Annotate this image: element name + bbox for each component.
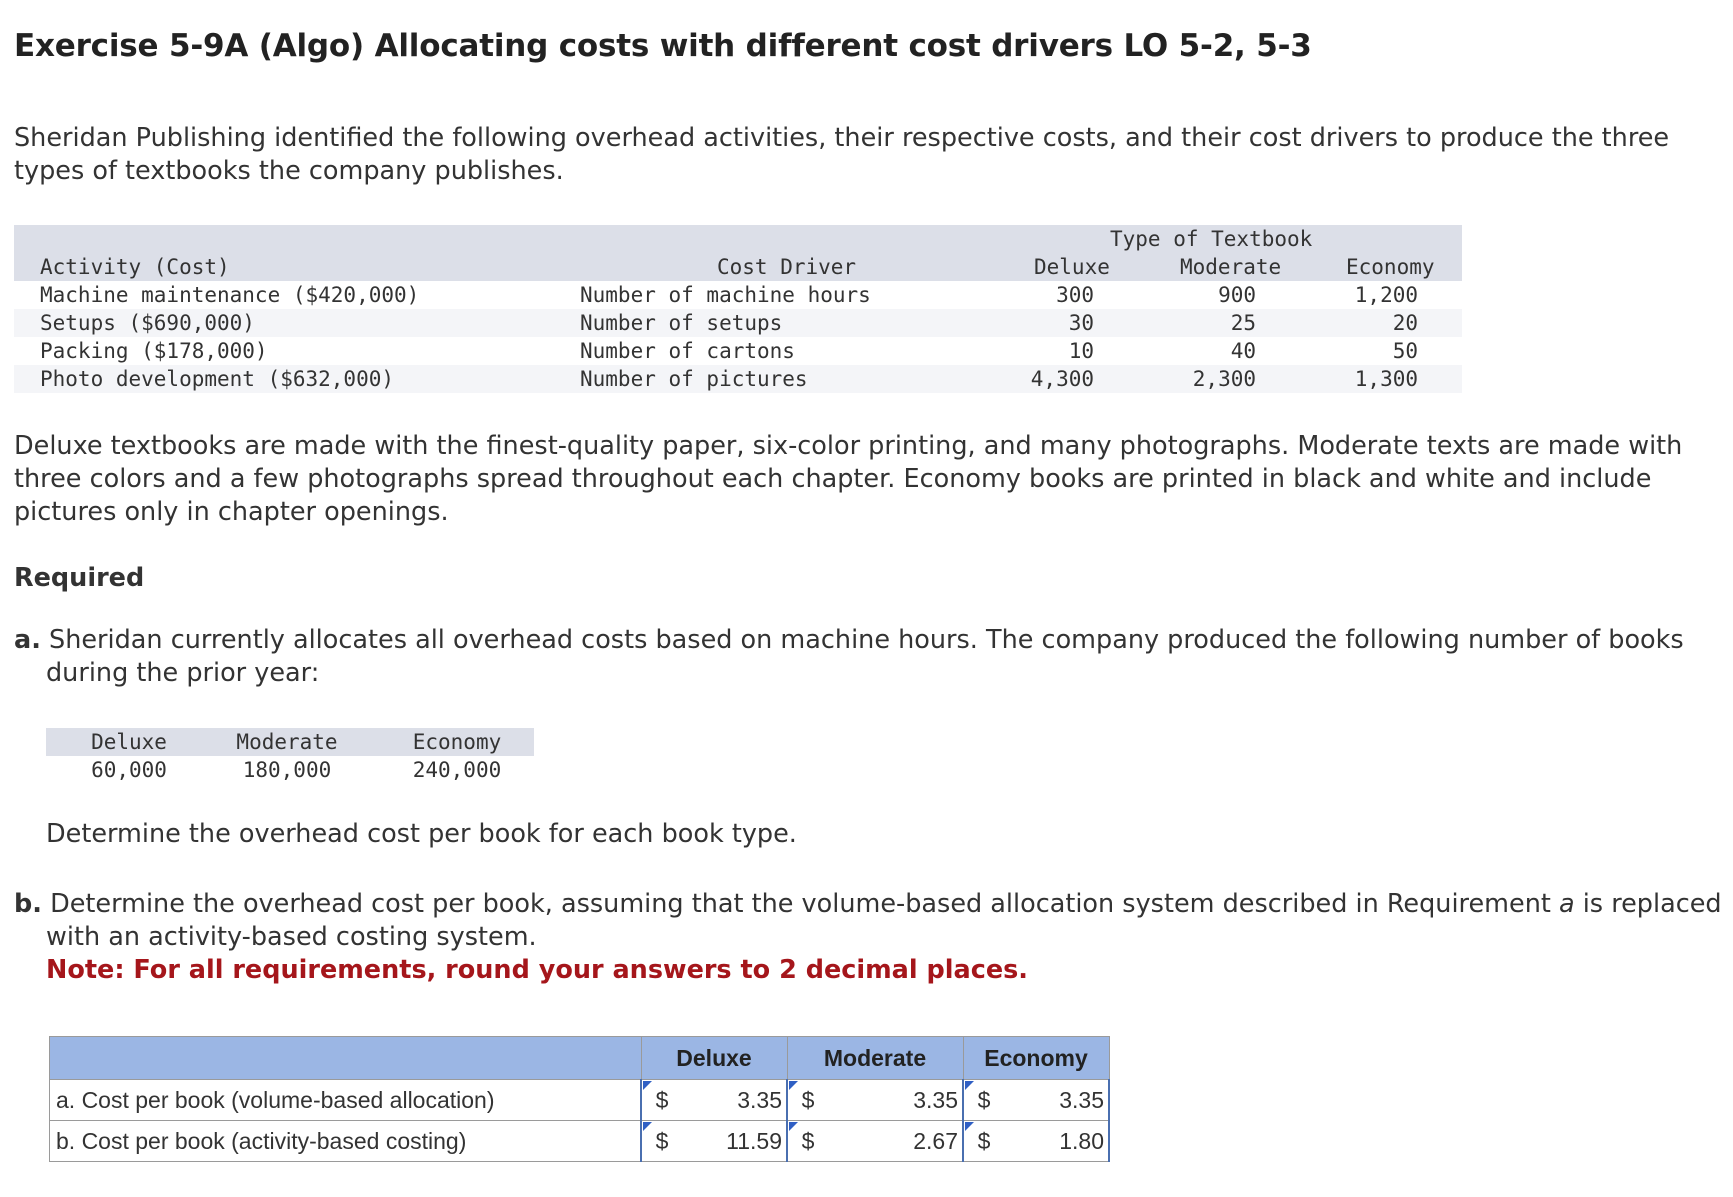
answer-table xyxy=(49,1036,1110,1162)
economy-value: 50 xyxy=(1392,339,1418,363)
activity-name: Photo development ($632,000) xyxy=(40,367,395,391)
rounding-note: Note: For all requirements, round your answers to 2 decimal places. xyxy=(46,955,1028,985)
answer-input-moderate-b[interactable]: 2.67 xyxy=(828,1121,963,1162)
activity-table-header-row xyxy=(14,253,1462,281)
requirement-b-text-after: is replaced with an activity-based costing system. xyxy=(46,889,1722,952)
cost-driver: Number of cartons xyxy=(580,339,795,363)
description-paragraph: Deluxe textbooks are made with the finest-quality paper, six-color printing, and many photographs. Moderate texts are made with three colors and a few photographs spread throughout each chapter. Economy books are printed in black and white and include pictures only in chapter openings. xyxy=(14,431,1683,527)
activity-row-packing xyxy=(14,337,1462,365)
moderate-value: 2,300 xyxy=(1192,367,1256,391)
answer-header-row xyxy=(50,1037,1110,1080)
exercise-title: Exercise 5-9A (Algo) Allocating costs with different cost drivers LO 5-2, 5-3 xyxy=(14,28,1312,64)
activity-name: Machine maintenance ($420,000) xyxy=(40,283,420,307)
answer-row-volume-based xyxy=(50,1080,1110,1121)
answer-row-activity-based xyxy=(50,1121,1110,1162)
flag-marker-icon xyxy=(965,1081,974,1090)
moderate-value: 25 xyxy=(1230,311,1256,335)
flag-marker-icon xyxy=(643,1122,652,1131)
activity-table xyxy=(14,225,1462,393)
answer-row-label: b. Cost per book (activity-based costing) xyxy=(50,1121,642,1162)
requirement-b-text-before: Determine the overhead cost per book, assuming that the volume-based allocation system described in Requirement xyxy=(50,889,1559,919)
books-value-row xyxy=(46,756,534,784)
answer-input-deluxe-a[interactable]: 3.35 xyxy=(682,1080,787,1121)
books-header-moderate: Moderate xyxy=(236,730,338,754)
cost-driver: Number of setups xyxy=(580,311,783,335)
required-heading: Required xyxy=(14,563,145,593)
currency-symbol: $ xyxy=(641,1121,682,1162)
answer-input-economy-b[interactable]: 1.80 xyxy=(1004,1121,1109,1162)
books-moderate-count: 180,000 xyxy=(242,758,332,782)
flag-marker-icon xyxy=(789,1081,798,1090)
deluxe-value: 300 xyxy=(1056,283,1094,307)
header-economy: Economy xyxy=(1346,255,1435,279)
group-header-type-of-textbook: Type of Textbook xyxy=(1110,227,1313,251)
header-cost-driver: Cost Driver xyxy=(717,255,857,279)
answer-input-deluxe-b[interactable]: 11.59 xyxy=(682,1121,787,1162)
activity-table-group-row xyxy=(14,225,1462,253)
economy-value: 20 xyxy=(1392,311,1418,335)
activity-name: Setups ($690,000) xyxy=(40,311,255,335)
moderate-value: 40 xyxy=(1230,339,1256,363)
flag-marker-icon xyxy=(965,1122,974,1131)
cost-driver: Number of machine hours xyxy=(580,283,871,307)
requirement-a-text: Sheridan currently allocates all overhead costs based on machine hours. The company produced the following number of books during the prior year: xyxy=(46,625,1684,688)
economy-value: 1,200 xyxy=(1354,283,1418,307)
requirement-a-question: Determine the overhead cost per book for each book type. xyxy=(46,819,797,849)
flag-marker-icon xyxy=(789,1122,798,1131)
books-deluxe-count: 60,000 xyxy=(91,758,167,782)
answer-header-blank xyxy=(50,1037,642,1080)
economy-value: 1,300 xyxy=(1354,367,1418,391)
books-header-row xyxy=(46,728,534,756)
books-economy-count: 240,000 xyxy=(412,758,502,782)
activity-name: Packing ($178,000) xyxy=(40,339,268,363)
intro-paragraph: Sheridan Publishing identified the following overhead activities, their respective costs, and their cost drivers to produce the three types of textbooks the company publishes. xyxy=(14,123,1670,186)
header-activity: Activity (Cost) xyxy=(40,255,230,279)
answer-header-economy: Economy xyxy=(963,1037,1109,1080)
currency-symbol: $ xyxy=(963,1121,1004,1162)
requirement-a xyxy=(14,624,1726,690)
currency-symbol: $ xyxy=(787,1121,828,1162)
header-deluxe: Deluxe xyxy=(1034,255,1110,279)
answer-input-economy-a[interactable]: 3.35 xyxy=(1004,1080,1109,1121)
flag-marker-icon xyxy=(643,1081,652,1090)
books-header-economy: Economy xyxy=(412,730,502,754)
requirement-b-letter: b. xyxy=(14,889,42,919)
currency-symbol: $ xyxy=(641,1080,682,1121)
currency-symbol: $ xyxy=(963,1080,1004,1121)
currency-symbol: $ xyxy=(787,1080,828,1121)
deluxe-value: 4,300 xyxy=(1030,367,1094,391)
requirement-a-letter: a. xyxy=(14,625,41,655)
moderate-value: 900 xyxy=(1218,283,1256,307)
header-moderate: Moderate xyxy=(1180,255,1282,279)
answer-input-moderate-a[interactable]: 3.35 xyxy=(828,1080,963,1121)
activity-row-photo-development xyxy=(14,365,1462,393)
activity-row-setups xyxy=(14,309,1462,337)
answer-header-moderate: Moderate xyxy=(787,1037,963,1080)
requirement-b-ref: a xyxy=(1558,889,1575,919)
answer-header-deluxe: Deluxe xyxy=(641,1037,787,1080)
cost-driver: Number of pictures xyxy=(580,367,808,391)
answer-row-label: a. Cost per book (volume-based allocation) xyxy=(50,1080,642,1121)
deluxe-value: 10 xyxy=(1068,339,1094,363)
deluxe-value: 30 xyxy=(1068,311,1094,335)
requirement-b xyxy=(14,888,1726,987)
books-produced-table xyxy=(46,728,534,784)
activity-row-machine-maintenance xyxy=(14,281,1462,309)
books-header-deluxe: Deluxe xyxy=(91,730,167,754)
